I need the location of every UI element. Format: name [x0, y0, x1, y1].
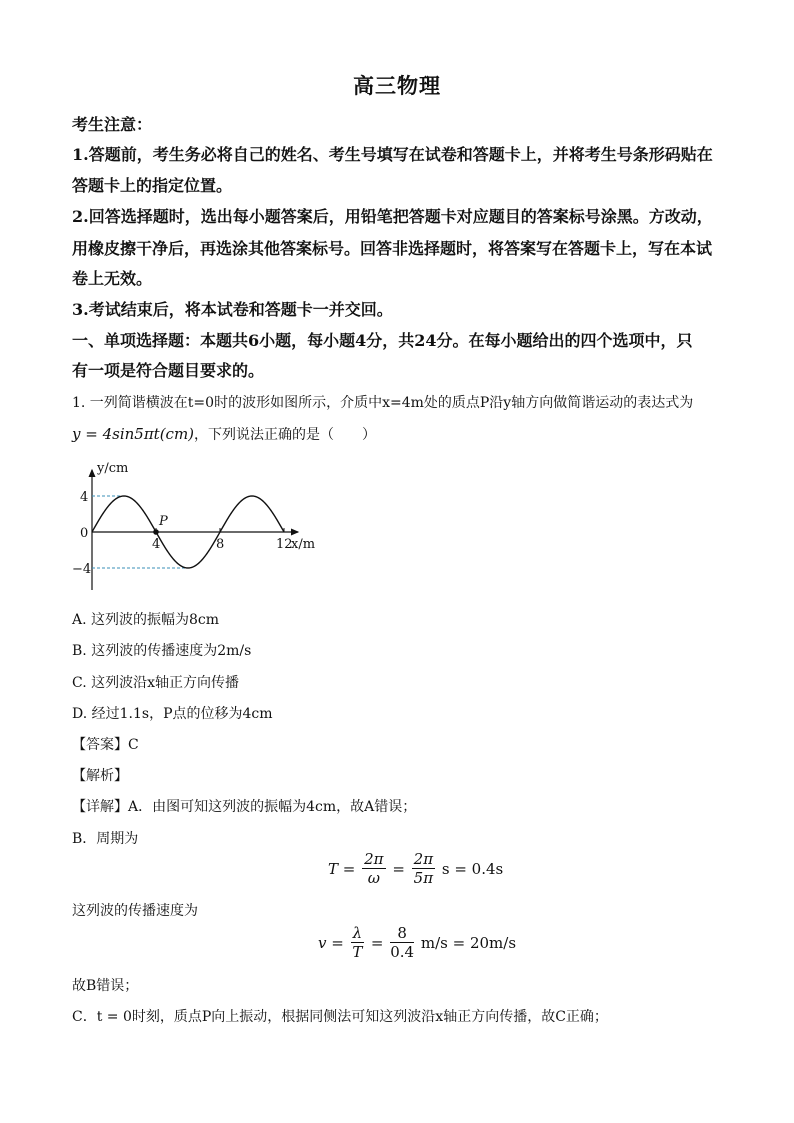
section-heading-line2: 有一项是符合题目要求的。 [72, 361, 265, 380]
option-c: C. 这列波沿x轴正方向传播 [72, 675, 240, 691]
option-d: D. 经过1.1s，P点的位移为4cm [72, 706, 273, 722]
period-eq2: = [392, 859, 405, 878]
y-axis-label: y/cm [97, 461, 129, 476]
notice-2-line1: 2.回答选择题时，选出每小题答案后，用铅笔把答题卡对应题目的答案标号涂黑。方改动， [72, 207, 713, 226]
wave-chart [72, 458, 342, 598]
speed-lhs: v = [318, 933, 344, 952]
x-tick-label: 4 [152, 537, 161, 552]
question-1-line1: 1. 一列简谐横波在t=0时的波形如图所示，介质中x=4m处的质点P沿y轴方向做简谐运动的表达式为 [72, 395, 694, 411]
detail-a: 【详解】A．由图可知这列波的振幅为4cm，故A错误； [72, 799, 417, 815]
option-b: B. 这列波的传播速度为2m/s [72, 643, 252, 659]
y-tick-label: −4 [72, 562, 92, 577]
analysis-header: 【解析】 [72, 768, 128, 784]
x-tick-label: 8 [216, 537, 225, 552]
speed-equation [318, 924, 516, 961]
origin-label: 0 [80, 526, 89, 541]
page-title: 高三物理 [353, 73, 441, 98]
speed-f2-num: 8 [390, 924, 414, 943]
x-axis-label: x/m [291, 537, 316, 552]
notice-2-line2: 用橡皮擦干净后，再选涂其他答案标号。回答非选择题时，将答案写在答题卡上，写在本试 [72, 239, 713, 258]
notice-2-line3: 卷上无效。 [72, 269, 153, 288]
speed-f2-den: 0.4 [390, 943, 415, 961]
notice-1-line2: 答题卡上的指定位置。 [72, 176, 233, 195]
period-f1-num: 2π [364, 850, 384, 868]
detail-b-conclusion: 故B错误； [72, 978, 139, 994]
section-heading-line1: 一、单项选择题：本题共6小题，每小题4分，共24分。在每小题给出的四个选项中，只 [72, 331, 693, 350]
speed-fraction-2 [390, 924, 414, 961]
option-a: A. 这列波的振幅为8cm [72, 612, 220, 628]
notice-header: 考生注意： [72, 115, 153, 134]
notice-1-line1: 1.答题前，考生务必将自己的姓名、考生号填写在试卷和答题卡上，并将考生号条形码贴在 [72, 145, 713, 164]
detail-b-label: B．周期为 [72, 831, 139, 847]
speed-fraction-1 [351, 924, 365, 961]
question-1-tail: ，下列说法正确的是（ ） [194, 427, 377, 443]
period-fraction-1 [362, 850, 385, 887]
detail-c: C．t = 0时刻，质点P向上振动，根据同侧法可知这列波沿x轴正方向传播，故C正确； [72, 1009, 608, 1025]
speed-eq2: = [370, 933, 384, 952]
notice-3: 3.考试结束后，将本试卷和答题卡一并交回。 [72, 300, 393, 319]
speed-f1-den: T [352, 943, 363, 961]
speed-intro: 这列波的传播速度为 [72, 903, 198, 919]
period-f1-den: ω [367, 869, 380, 887]
period-fraction-2 [412, 850, 435, 887]
x-tick-label: 12 [276, 537, 293, 552]
question-1-line2 [72, 424, 376, 444]
y-tick-label: 4 [80, 490, 89, 505]
period-rhs: s = 0.4s [441, 859, 504, 878]
period-f2-den: 5π [413, 869, 434, 887]
speed-f1-num: λ [352, 924, 363, 942]
period-equation [328, 850, 503, 887]
speed-rhs: m/s = 20m/s [420, 933, 517, 952]
point-p-label: P [159, 514, 168, 529]
period-f2-num: 2π [413, 850, 434, 868]
question-1-formula: y = 4sin5πt(cm) [72, 425, 195, 443]
period-lhs: T = [328, 859, 356, 878]
answer-line: 【答案】C [72, 737, 139, 753]
